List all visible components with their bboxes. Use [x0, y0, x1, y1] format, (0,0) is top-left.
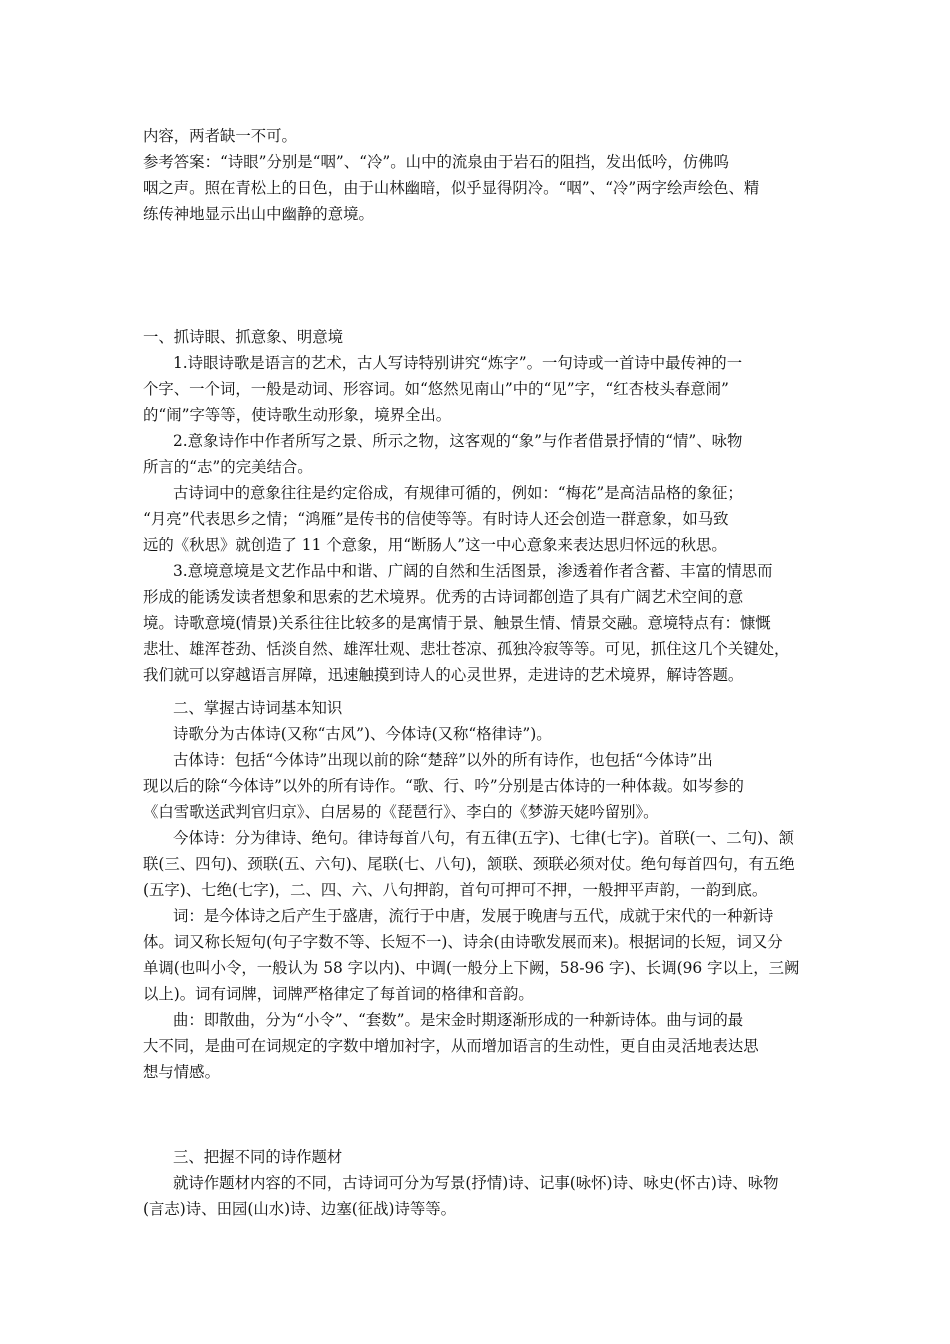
- text-line: 古诗词中的意象往往是约定俗成，有规律可循的，例如：“梅花”是高洁品格的象征；: [173, 484, 743, 502]
- text-line: 2.意象诗作中作者所写之景、所示之物，这客观的“象”与作者借景抒情的“情”、咏物: [173, 432, 743, 450]
- text-line: 《白雪歌送武判官归京》、白居易的《琵琶行》、李白的《梦游天姥吟留别》。: [143, 803, 659, 821]
- text-line: 悲壮、雄浑苍劲、恬淡自然、雄浑壮观、悲壮苍凉、孤独冷寂等等。可见，抓住这几个关键处，: [143, 640, 790, 658]
- section-heading: 一、抓诗眼、抓意象、明意境: [143, 328, 344, 346]
- text-line: 今体诗：分为律诗、绝句。律诗每首八句，有五律(五字)、七律(七字)。首联(一、二句)、颔: [173, 829, 794, 847]
- text-line: 就诗作题材内容的不同，古诗词可分为写景(抒情)诗、记事(咏怀)诗、咏史(怀古)诗、咏物: [173, 1174, 779, 1192]
- text-line: 单调(也叫小令，一般认为 58 字以内)、中调(一般分上下阙，58-96 字)、长调(96 字以上，三阙: [143, 959, 800, 977]
- text-line: 练传神地显示出山中幽静的意境。: [143, 205, 374, 223]
- text-line: 古体诗：包括“今体诗”出现以前的除“楚辞”以外的所有诗作，也包括“今体诗”出: [173, 751, 713, 769]
- text-line: 我们就可以穿越语言屏障，迅速触摸到诗人的心灵世界，走进诗的艺术境界，解诗答题。: [143, 666, 744, 684]
- section-heading: 三、把握不同的诗作题材: [173, 1148, 343, 1166]
- text-line: 参考答案：“诗眼”分别是“咽”、“冷”。山中的流泉由于岩石的阻挡，发出低吟，仿佛呜: [143, 153, 729, 171]
- text-line: 的“闹”字等等，使诗歌生动形象，境界全出。: [143, 406, 452, 424]
- text-line: 曲：即散曲，分为“小令”、“套数”。是宋金时期逐渐形成的一种新诗体。曲与词的最: [173, 1011, 744, 1029]
- answer-paragraph: [143, 123, 807, 227]
- text-line: 大不同，是曲可在词规定的字数中增加衬字，从而增加语言的生动性，更自由灵活地表达思: [143, 1037, 759, 1055]
- text-line: (五字)、七绝(七字)，二、四、六、八句押韵，首句可押可不押，一般押平声韵，一韵到底。: [143, 881, 768, 899]
- text-line: 体。词又称长短句(句子字数不等、长短不一)、诗余(由诗歌发展而来)。根据词的长短，词又分: [143, 933, 783, 951]
- text-line: 形成的能诱发读者想象和思索的艺术境界。优秀的古诗词都创造了具有广阔艺术空间的意: [143, 588, 744, 606]
- text-line: 境。诗歌意境(情景)关系往往比较多的是寓情于景、触景生情、情景交融。意境特点有：慷慨: [143, 614, 771, 632]
- text-line: (言志)诗、田园(山水)诗、边塞(征战)诗等等。: [143, 1200, 457, 1218]
- section-1: [143, 324, 807, 688]
- text-line: 咽之声。照在青松上的日色，由于山林幽暗，似乎显得阴冷。“咽”、“冷”两字绘声绘色、精: [143, 179, 760, 197]
- text-line: 诗歌分为古体诗(又称“古风”)、今体诗(又称“格律诗”)。: [173, 725, 552, 743]
- section-heading: 二、掌握古诗词基本知识: [173, 699, 343, 717]
- text-line: 词：是今体诗之后产生于盛唐，流行于中唐，发展于晚唐与五代，成就于宋代的一种新诗: [173, 907, 774, 925]
- text-line: “月亮”代表思乡之情；“鸿雁”是传书的信使等等。有时诗人还会创造一群意象，如马致: [143, 510, 729, 528]
- text-line: 以上)。词有词牌，词牌严格律定了每首词的格律和音韵。: [143, 985, 534, 1003]
- text-line: 想与情感。: [143, 1063, 220, 1081]
- text-line: 远的《秋思》就创造了 11 个意象，用“断肠人”这一中心意象来表达思归怀远的秋思。: [143, 536, 727, 554]
- text-line: 1.诗眼诗歌是语言的艺术，古人写诗特别讲究“炼字”。一句诗或一首诗中最传神的一: [173, 354, 743, 372]
- text-line: 内容，两者缺一不可。: [143, 127, 297, 145]
- text-line: 联(三、四句)、颈联(五、六句)、尾联(七、八句)，颔联、颈联必须对仗。绝句每首四句，有五绝: [143, 855, 795, 873]
- text-line: 现以后的除“今体诗”以外的所有诗作。“歌、行、吟”分别是古体诗的一种体裁。如岑参的: [143, 777, 744, 795]
- section-2: [143, 695, 807, 1085]
- text-line: 3.意境意境是文艺作品中和谐、广阔的自然和生活图景，渗透着作者含蓄、丰富的情思而: [173, 562, 773, 580]
- section-3: [143, 1144, 807, 1222]
- text-line: 个字、一个词，一般是动词、形容词。如“悠然见南山”中的“见”字，“红杏枝头春意闹”: [143, 380, 729, 398]
- text-line: 所言的“志”的完美结合。: [143, 458, 313, 476]
